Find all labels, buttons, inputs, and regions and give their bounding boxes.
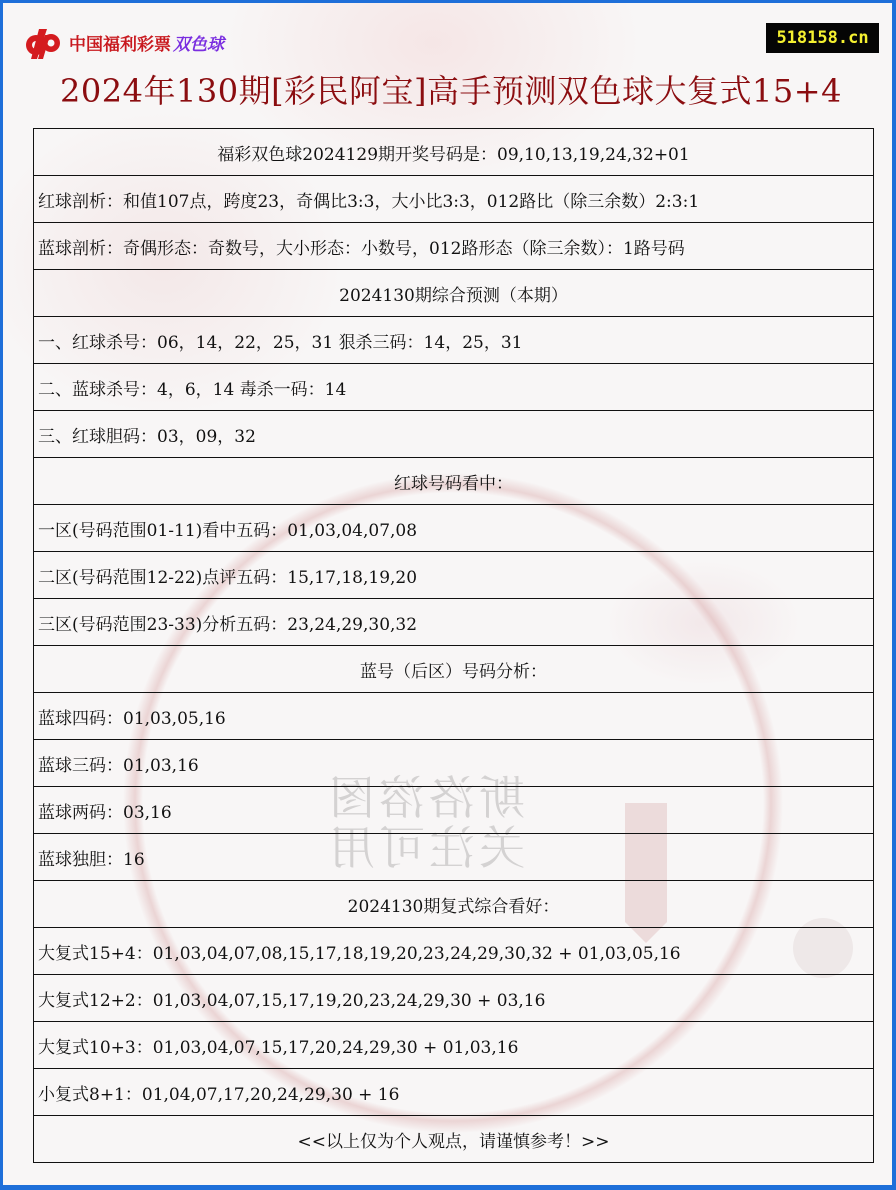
table-row <box>34 975 874 1022</box>
table-cell: 蓝球独胆：16 <box>34 834 874 881</box>
table-row <box>34 129 874 176</box>
table-row <box>34 646 874 693</box>
table-row <box>34 505 874 552</box>
table-row <box>34 693 874 740</box>
table-cell: 小复式8+1：01,04,07,17,20,24,29,30 + 16 <box>34 1069 874 1116</box>
table-row <box>34 1022 874 1069</box>
logo-subtitle: 双色球 <box>173 34 224 55</box>
table-row <box>34 1116 874 1163</box>
table-cell: 一区(号码范围01-11)看中五码：01,03,04,07,08 <box>34 505 874 552</box>
table-row <box>34 552 874 599</box>
table-row <box>34 740 874 787</box>
table-cell: 一、红球杀号：06，14，22，25，31 狠杀三码：14，25，31 <box>34 317 874 364</box>
table-row <box>34 176 874 223</box>
table-cell: 三、红球胆码：03，09，32 <box>34 411 874 458</box>
logo-text: 中国福利彩票 <box>69 34 171 55</box>
table-row <box>34 1069 874 1116</box>
table-cell: 三区(号码范围23-33)分析五码：23,24,29,30,32 <box>34 599 874 646</box>
site-badge[interactable]: 518158.cn <box>766 23 879 53</box>
table-row <box>34 458 874 505</box>
table-cell: 大复式12+2：01,03,04,07,15,17,19,20,23,24,29,30 + 03,16 <box>34 975 874 1022</box>
table-row <box>34 881 874 928</box>
section-heading-cell: 福彩双色球2024129期开奖号码是：09,10,13,19,24,32+01 <box>34 129 874 176</box>
section-heading-cell: 2024130期综合预测（本期） <box>34 270 874 317</box>
table-row <box>34 834 874 881</box>
watermark-line-1: 斯洛溶图 <box>325 771 525 825</box>
table-row <box>34 928 874 975</box>
table-cell: 大复式10+3：01,03,04,07,15,17,20,24,29,30 + 01,03,16 <box>34 1022 874 1069</box>
table-cell: 蓝球三码：01,03,16 <box>34 740 874 787</box>
section-heading-cell: 蓝号（后区）号码分析： <box>34 646 874 693</box>
table-cell: 红球剖析：和值107点，跨度23，奇偶比3:3，大小比3:3，012路比（除三余数）2:3:1 <box>34 176 874 223</box>
table-row <box>34 317 874 364</box>
table-cell: 蓝球两码：03,16 <box>34 787 874 834</box>
table-row <box>34 787 874 834</box>
table-row <box>34 411 874 458</box>
table-cell: 二、蓝球杀号：4，6，14 毒杀一码：14 <box>34 364 874 411</box>
section-heading-cell: 红球号码看中： <box>34 458 874 505</box>
prediction-table <box>33 128 874 1163</box>
lottery-logo <box>23 25 224 59</box>
section-heading-cell: 2024130期复式综合看好： <box>34 881 874 928</box>
section-heading-cell: <<以上仅为个人观点，请谨慎参考！>> <box>34 1116 874 1163</box>
table-cell: 大复式15+4：01,03,04,07,08,15,17,18,19,20,23,24,29,30,32 + 01,03,05,16 <box>34 928 874 975</box>
table-cell: 二区(号码范围12-22)点评五码：15,17,18,19,20 <box>34 552 874 599</box>
table-row <box>34 599 874 646</box>
watermark-line-2: 关注可用 <box>325 821 525 875</box>
table-cell: 蓝球剖析：奇偶形态：奇数号，大小形态：小数号，012路形态（除三余数）：1路号码 <box>34 223 874 270</box>
welfare-lottery-logo-icon <box>23 25 63 59</box>
page-title: 2024年130期[彩民阿宝]高手预测双色球大复式15+4 <box>60 72 842 110</box>
table-cell: 蓝球四码：01,03,05,16 <box>34 693 874 740</box>
table-row <box>34 223 874 270</box>
table-row <box>34 364 874 411</box>
table-row <box>34 270 874 317</box>
